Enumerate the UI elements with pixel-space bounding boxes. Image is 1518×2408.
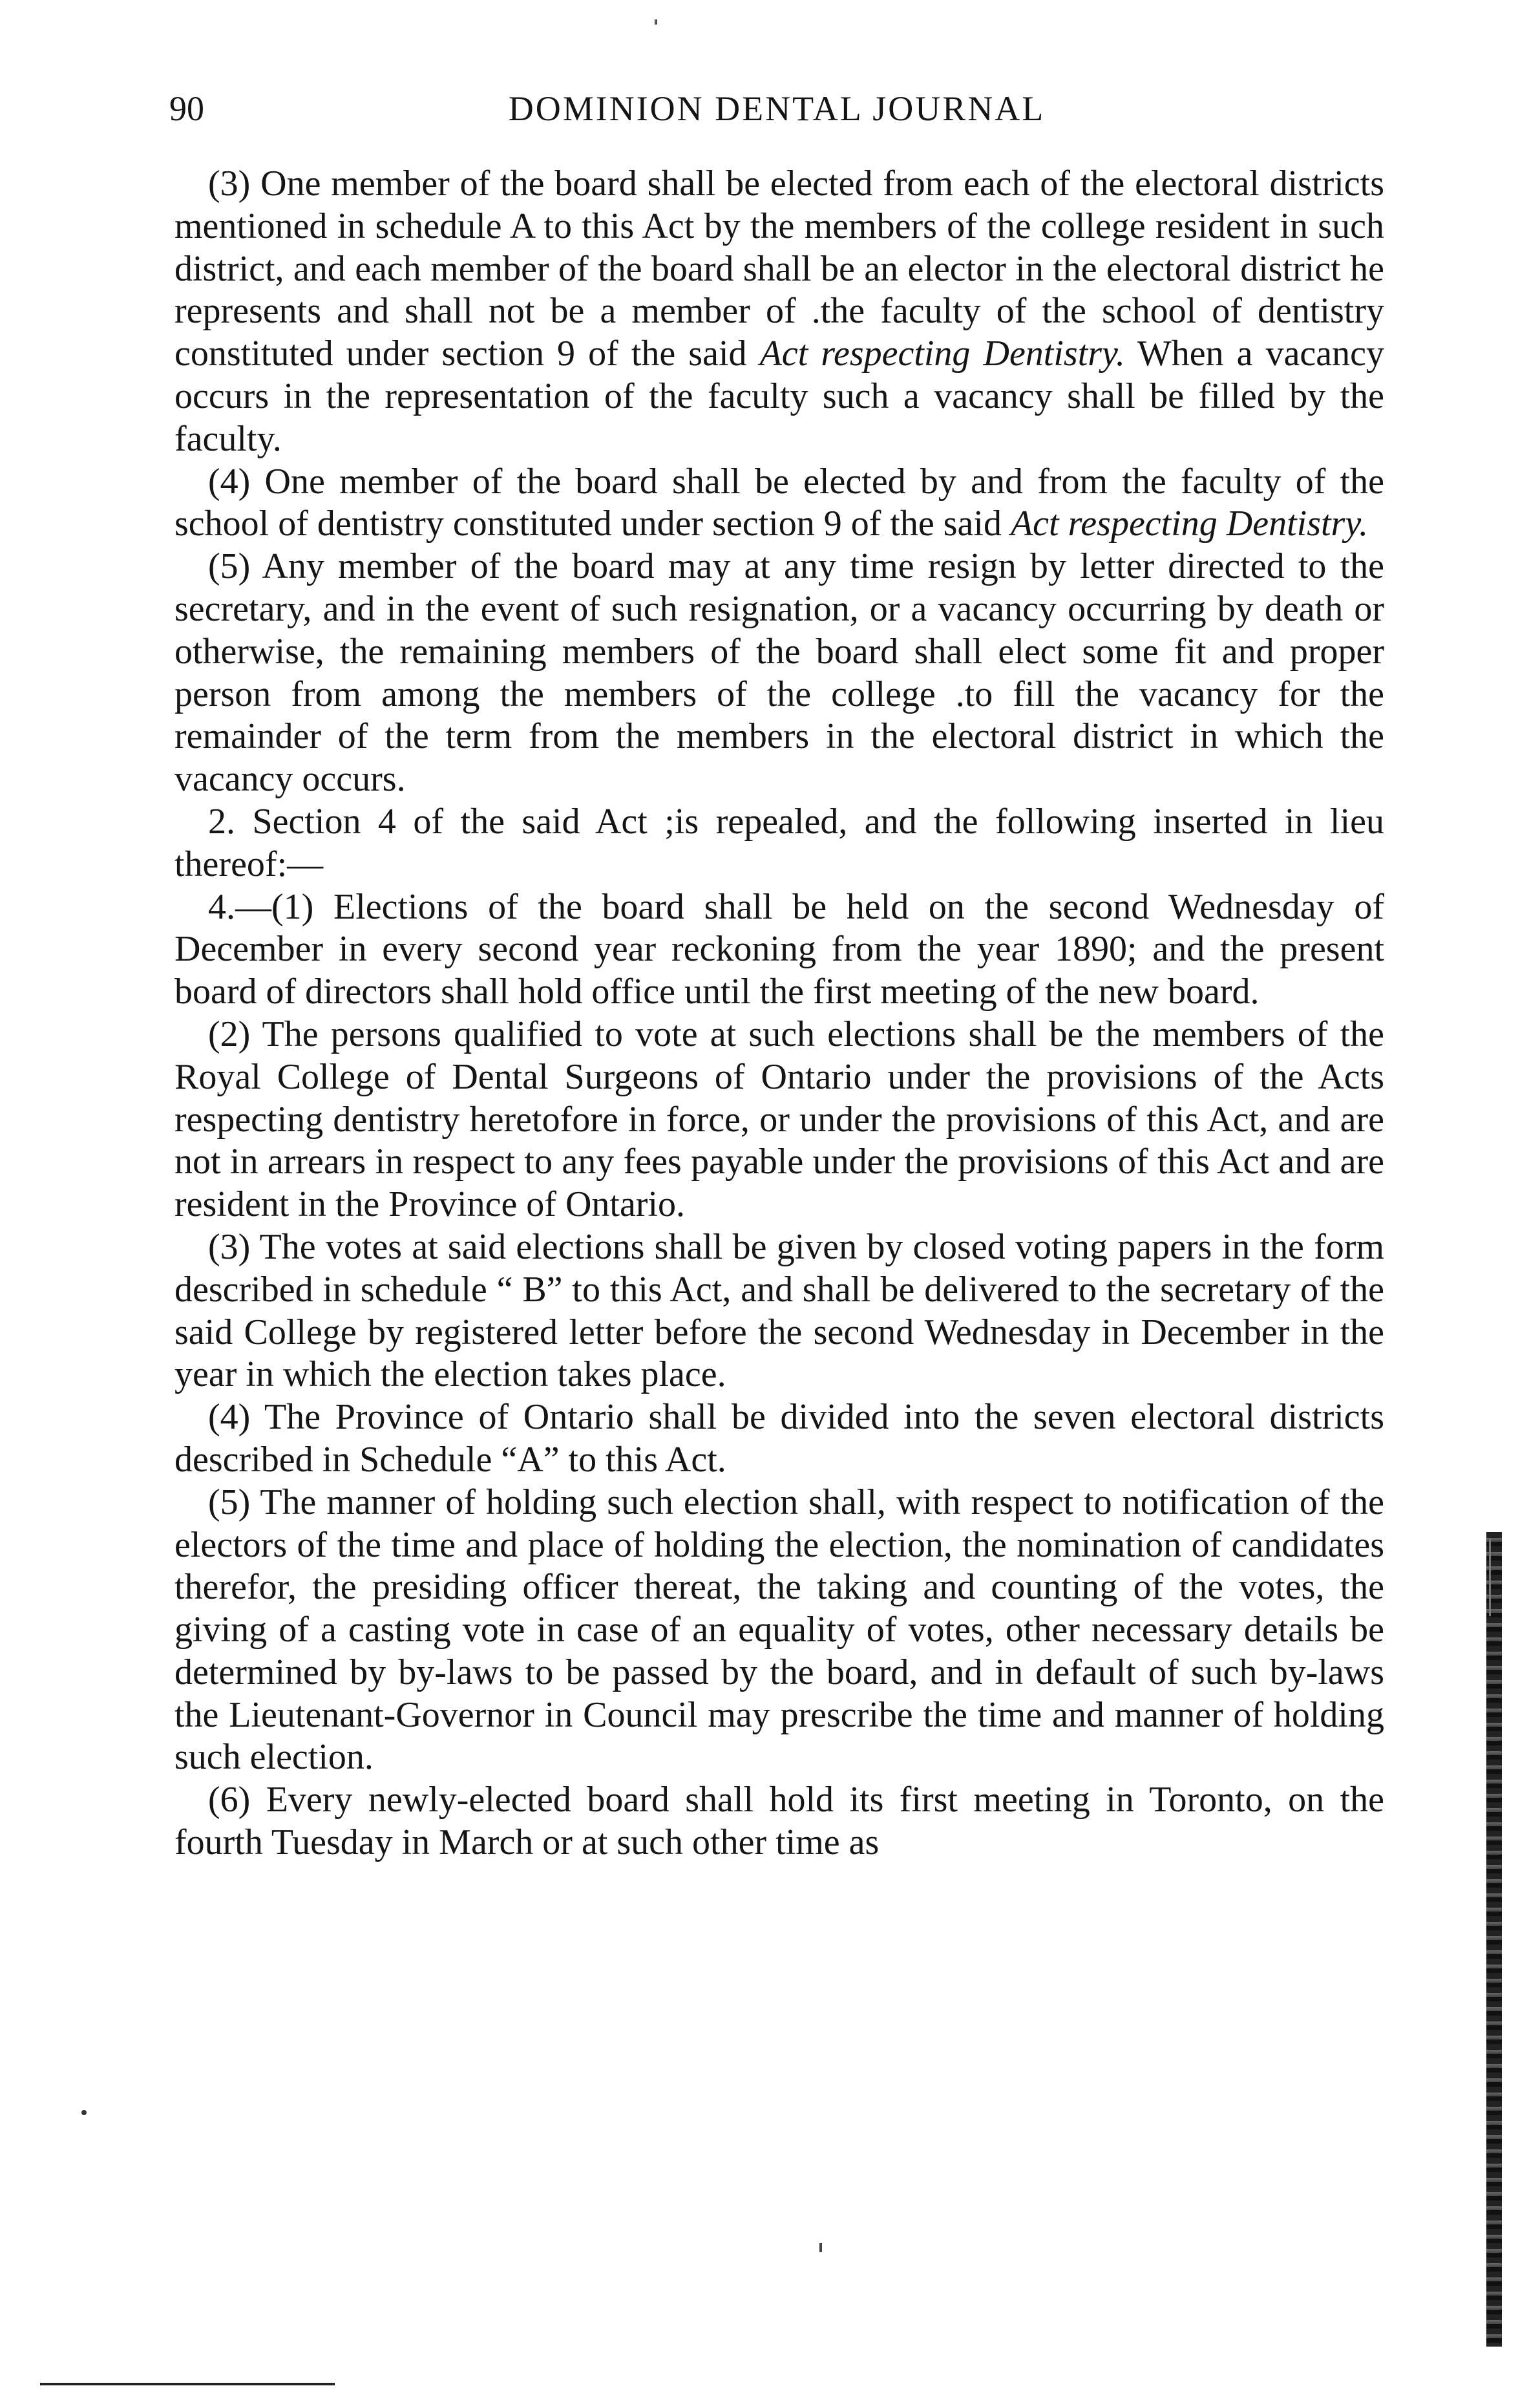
paragraph-text: (2) The persons qualified to vote at such elections shall be the members of the Royal College of Dental Surgeons of Ontario under the provisions of the Acts respecting dentistry heretofore in force, or under the provisions of this Act, and are not in arrears in respect to any fees payable under the provisions of this Act and are resident in the Province of Ontario. [174,1014,1384,1225]
paragraph-text: (6) Every newly-elected board shall hold its first meeting in Toronto, on the fourth Tuesday in March or at such other time as [174,1780,1384,1863]
scan-speck [655,19,657,25]
running-title: DOMINION DENTAL JOURNAL [508,89,1046,128]
page-edge-shadow-top [1489,1539,1491,1616]
paragraph [174,546,1384,801]
paragraph [174,1396,1384,1482]
paragraph-text: (3) The votes at said elections shall be given by closed voting papers in the form described in schedule “ B” to this Act, and shall be delivered to the secretary of the said College by registered letter before the second Wednesday in December in the year in which the election takes place. [174,1226,1384,1395]
paragraph [174,1014,1384,1226]
act-title-italic: Act respecting Dentistry. [759,334,1125,374]
paragraph-text: (4) The Province of Ontario shall be divided into the seven electoral districts described in Schedule “A” to this Act. [174,1397,1384,1480]
paragraph-text: 4.—(1) Elections of the board shall be held on the second Wednesday of December in every second year reckoning from the year 1890; and the present board of directors shall hold office until the first meeting of the new board. [174,886,1384,1012]
paragraph-text: 2. Section 4 of the said Act ;is repealed, and the following inserted in lieu thereof:— [174,801,1384,884]
paragraph [174,886,1384,1014]
paragraph-text: When a vacancy occurs in the representation of the faculty such a vacancy shall be filled by the faculty. [174,334,1384,459]
paragraph-text: (5) Any member of the board may at any time resign by letter directed to the secretary, and in the event of such resignation, or a vacancy occurring by death or otherwise, the remaining members of the board shall elect some fit and proper person from among the members of the college .to fill the vacancy for the remainder of the term from the members in the electoral district in which the vacancy occurs. [174,546,1384,800]
page-edge-shadow [1486,1532,1502,2347]
page-number: 90 [169,89,204,128]
act-title-italic: Act respecting Dentistry. [1010,504,1369,544]
margin-dot [81,2110,87,2115]
scan-speck [819,2243,822,2252]
paragraph [174,1482,1384,1780]
paragraph-text: (4) One member of the board shall be elected by and from the faculty of the school of dentistry constituted under section 9 of the said [174,461,1384,544]
paragraph-text: (5) The manner of holding such election shall, with respect to notification of the electors of the time and place of holding the election, the nomination of candidates therefor, the presiding officer thereat, the taking and counting of the votes, the giving of a casting vote in case of an equality of votes, other necessary details be determined by by-laws to be passed by the board, and in default of such by-laws the Lieutenant-Governor in Council may prescribe the time and manner of holding such election. [174,1482,1384,1778]
paragraph [174,1779,1384,1864]
paragraph-text: (3) One member of the board shall be elected from each of the electoral districts mentioned in schedule A to this Act by the members of the college resident in such district, and each member of the board shall be an elector in the electoral district he represents and shall not be a member of .the faculty of the school of dentistry constituted under section 9 of the said [174,164,1384,374]
bottom-rule [40,2383,335,2385]
paragraph [174,1226,1384,1396]
page-header [169,83,1384,134]
paragraph [174,461,1384,546]
body-text [174,163,1384,1864]
paragraph [174,163,1384,461]
paragraph [174,801,1384,886]
